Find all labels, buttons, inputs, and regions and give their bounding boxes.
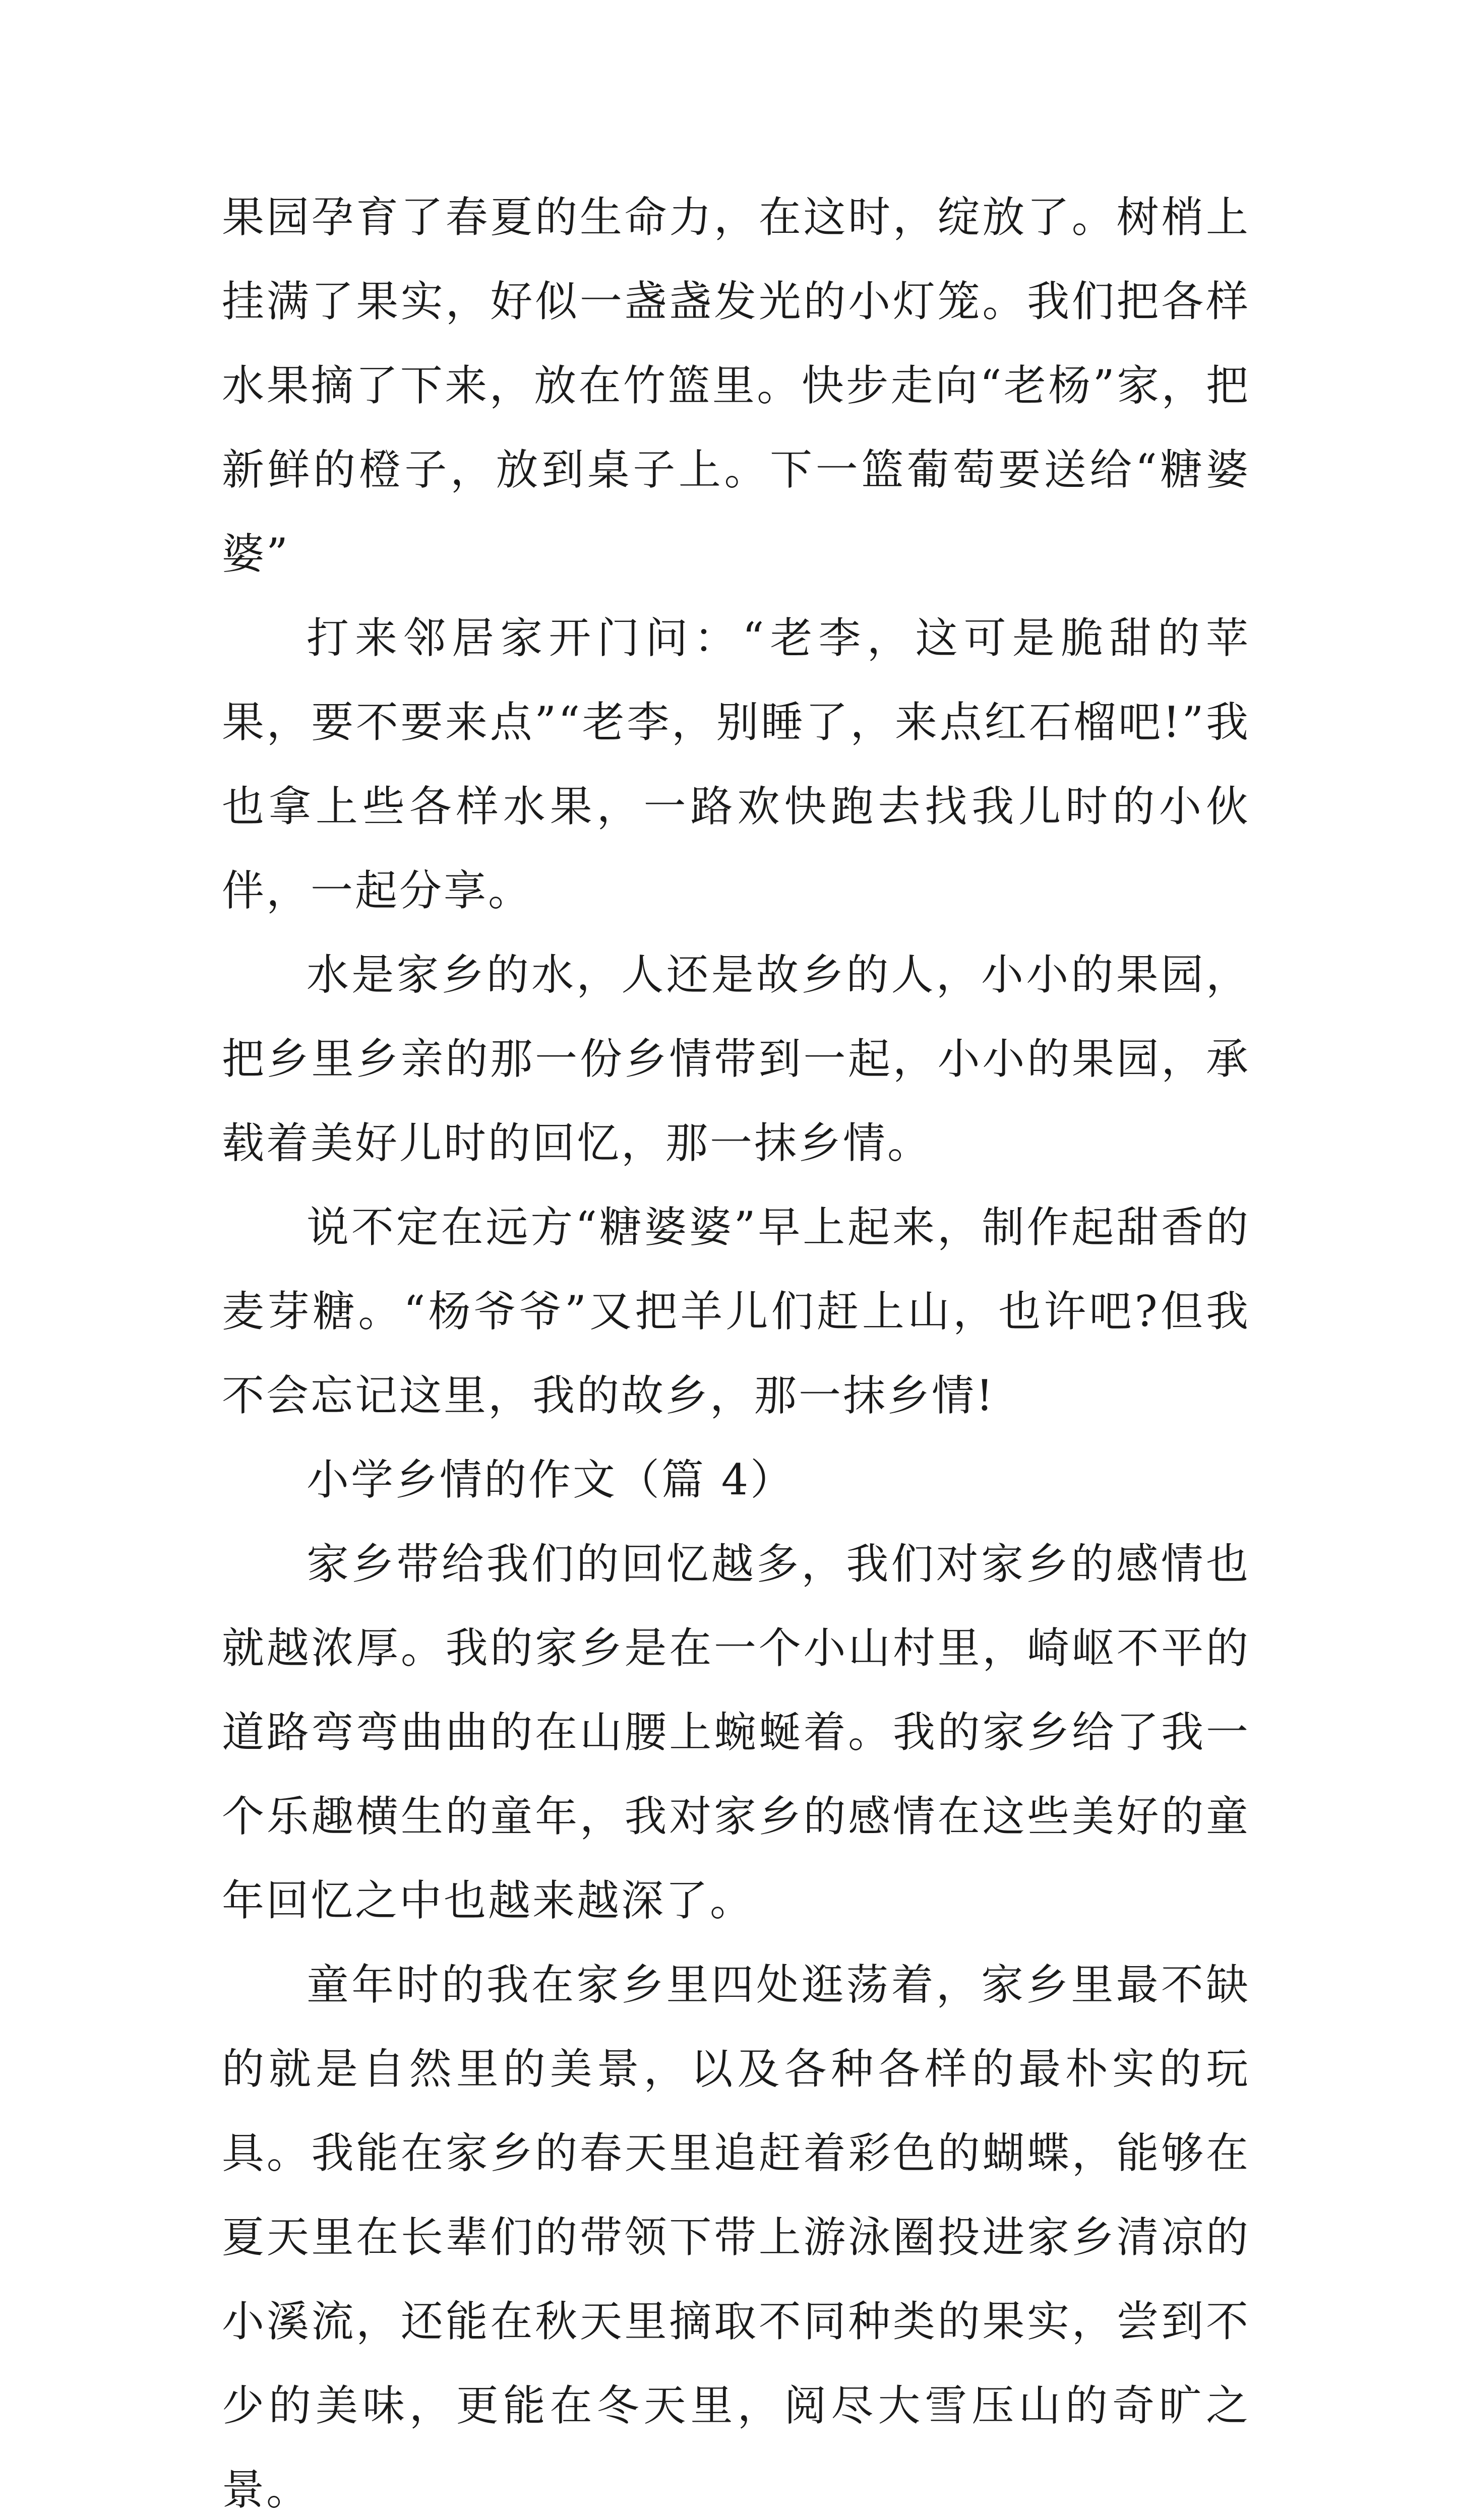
paragraph-candy-grandma: 说不定在远方“糖婆婆”早上起来，制作起甜香的麦芽糖。“杨爷爷”又把羊儿们赶上山，也许吧?但我不会忘记这里，我的故乡，那一抹乡情!: [222, 1203, 1250, 1420]
document-body: [222, 175, 1250, 2520]
paragraph-hometown-water: 水是家乡的水，人还是故乡的人，小小的果园，把乡里乡亲的那一份乡情带到一起，小小的果园，承载着美好儿时的回忆，那一抹乡情。: [222, 950, 1250, 1168]
paragraph-neighbors: 打来邻居家开门问：“老李，这可是脆甜的苹果，要不要来点”“老李，别睡了，来点红石榴吧!”我也拿上些各样水果，一路欢快跑去找我儿时的小伙伴，一起分享。: [222, 613, 1250, 915]
paragraph-orchard: 果园孕育了春夏的生命力，在这时，绽放了。树梢上挂满了果实，好似一盏盏发光的小灯笼。我们把各样水果摘了下来，放在竹篮里。快步走向“老杨”家，把新鲜的橙子，放到桌子上。下一篮葡萄要送给“糖婆婆”: [222, 193, 1250, 579]
section-heading: 小学乡情的作文（篇 4）: [307, 1455, 795, 1504]
paragraph-childhood: 童年时的我在家乡里四处逛荡着，家乡里最不缺的就是自然里的美景，以及各种各样的最朴实的玩具。我能在家乡的春天里追赶着彩色的蝴蝶，能够在夏天里在长辈们的带领下带上游泳圈投进家乡清凉的小溪流，还能在秋天里摘取不同种类的果实，尝到不少的美味，更能在冬天里，阅尽大雪压山的奇旷之景。: [222, 1960, 1250, 2514]
paragraph-memories: 家乡带给我们的回忆越多，我们对家乡的感情也就越浓厚。我的家乡是在一个小山村里，崎岖不平的道路弯弯曲曲的在山腰上蜿蜒着。我的家乡给了我一个乐趣横生的童年，我对家乡的感情在这些美好的童年回忆之中也越来越深了。: [222, 1539, 1250, 1925]
